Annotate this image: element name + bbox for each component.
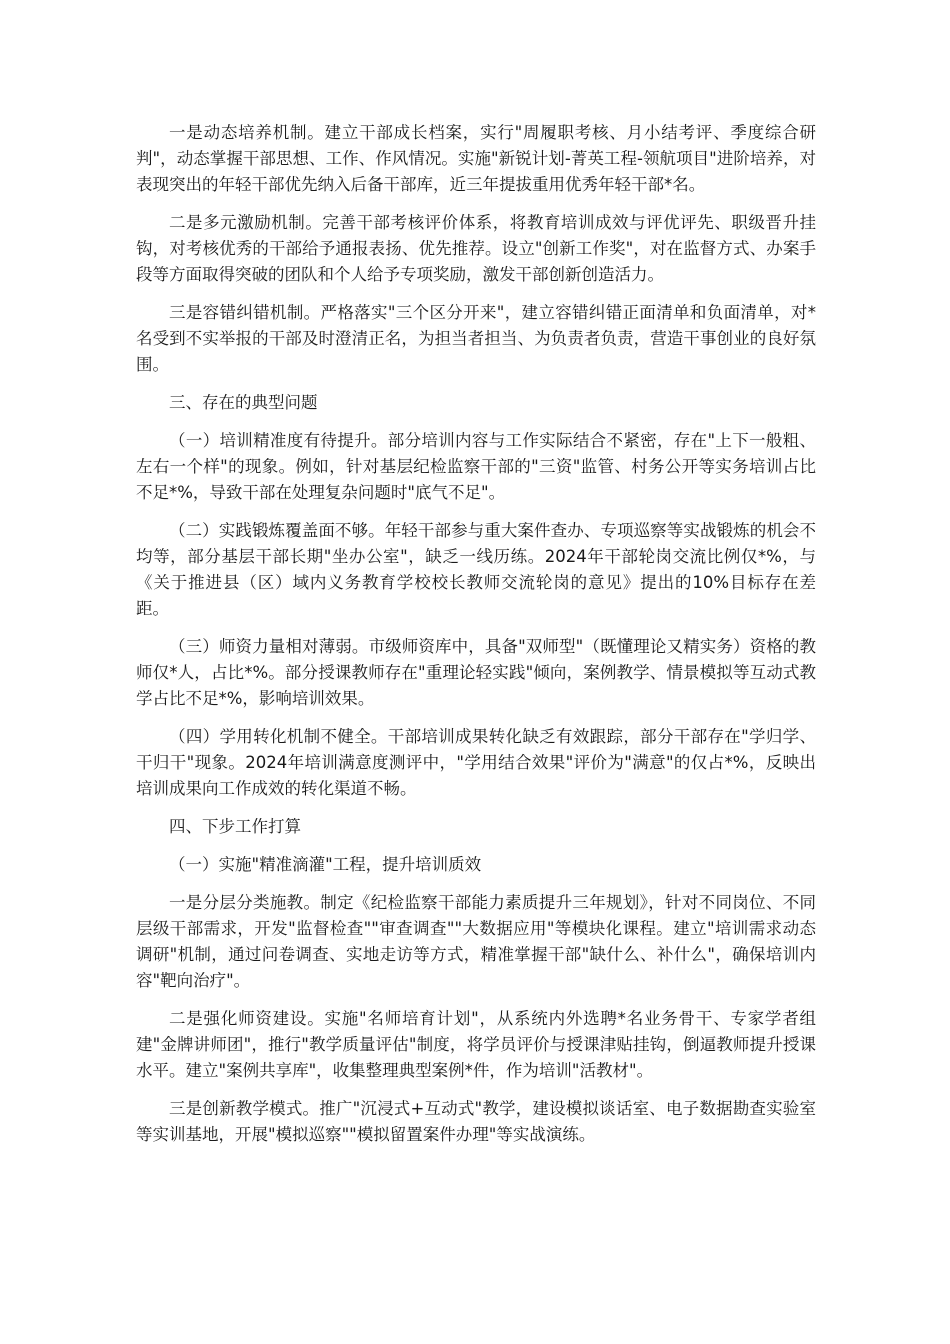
paragraph-problem-2: （二）实践锻炼覆盖面不够。年轻干部参与重大案件查办、专项巡察等实战锻炼的机会不均等，部分基层干部长期"坐办公室"，缺乏一线历练。2024年干部轮岗交流比例仅*%，与《关于推进县（区）域内义务教育学校校长教师交流轮岗的意见》提出的10%目标存在差距。 (136, 521, 816, 618)
paragraph-incentive-mechanism: 二是多元激励机制。完善干部考核评价体系，将教育培训成效与评优评先、职级晋升挂钩，对考核优秀的干部给予通报表扬、优先推荐。设立"创新工作奖"，对在监督方式、办案手段等方面取得突破的团队和个人给予专项奖励，激发干部创新创造活力。 (136, 213, 816, 284)
paragraph-problem-1: （一）培训精准度有待提升。部分培训内容与工作实际结合不紧密，存在"上下一般粗、左右一个样"的现象。例如，针对基层纪检监察干部的"三资"监管、村务公开等实务培训占比不足*%，导致干部在处理复杂问题时"底气不足"。 (136, 431, 816, 502)
section-heading-next-steps: 四、下步工作打算 (169, 817, 301, 836)
section-heading-problems: 三、存在的典型问题 (169, 393, 318, 412)
paragraph-teaching-innovation: 三是创新教学模式。推广"沉浸式+互动式"教学，建设模拟谈话室、电子数据勘查实验室等实训基地，开展"模拟巡察""模拟留置案件办理"等实战演练。 (136, 1099, 816, 1144)
paragraph-faculty-building: 二是强化师资建设。实施"名师培育计划"，从系统内外选聘*名业务骨干、专家学者组建"金牌讲师团"，推行"教学质量评估"制度，将学员评价与授课津贴挂钩，倒逼教师提升授课水平。建立"案例共享库"，收集整理典型案例*件，作为培训"活教材"。 (136, 1009, 816, 1080)
paragraph-tiered-teaching: 一是分层分类施教。制定《纪检监察干部能力素质提升三年规划》，针对不同岗位、不同层级干部需求，开发"监督检查""审查调查""大数据应用"等模块化课程。建立"培训需求动态调研"机制，通过问卷调查、实地走访等方式，精准掌握干部"缺什么、补什么"，确保培训内容"靶向治疗"。 (136, 893, 816, 990)
paragraph-error-tolerance: 三是容错纠错机制。严格落实"三个区分开来"，建立容错纠错正面清单和负面清单，对*名受到不实举报的干部及时澄清正名，为担当者担当、为负责者负责，营造干事创业的良好氛围。 (136, 303, 816, 374)
paragraph-problem-4: （四）学用转化机制不健全。干部培训成果转化缺乏有效跟踪，部分干部存在"学归学、干归干"现象。2024年培训满意度测评中，"学用结合效果"评价为"满意"的仅占*%，反映出培训成果向工作成效的转化渠道不畅。 (136, 727, 816, 798)
paragraph-problem-3: （三）师资力量相对薄弱。市级师资库中，具备"双师型"（既懂理论又精实务）资格的教师仅*人，占比*%。部分授课教师存在"重理论轻实践"倾向，案例教学、情景模拟等互动式教学占比不足*%，影响培训效果。 (136, 637, 816, 708)
paragraph-dynamic-training: 一是动态培养机制。建立干部成长档案，实行"周履职考核、月小结考评、季度综合研判"，动态掌握干部思想、工作、作风情况。实施"新锐计划-菁英工程-领航项目"进阶培养，对表现突出的年轻干部优先纳入后备干部库，近三年提拔重用优秀年轻干部*名。 (136, 123, 816, 194)
document-body (136, 120, 816, 1160)
subheading-precision-project: （一）实施"精准滴灌"工程，提升培训质效 (169, 855, 482, 874)
